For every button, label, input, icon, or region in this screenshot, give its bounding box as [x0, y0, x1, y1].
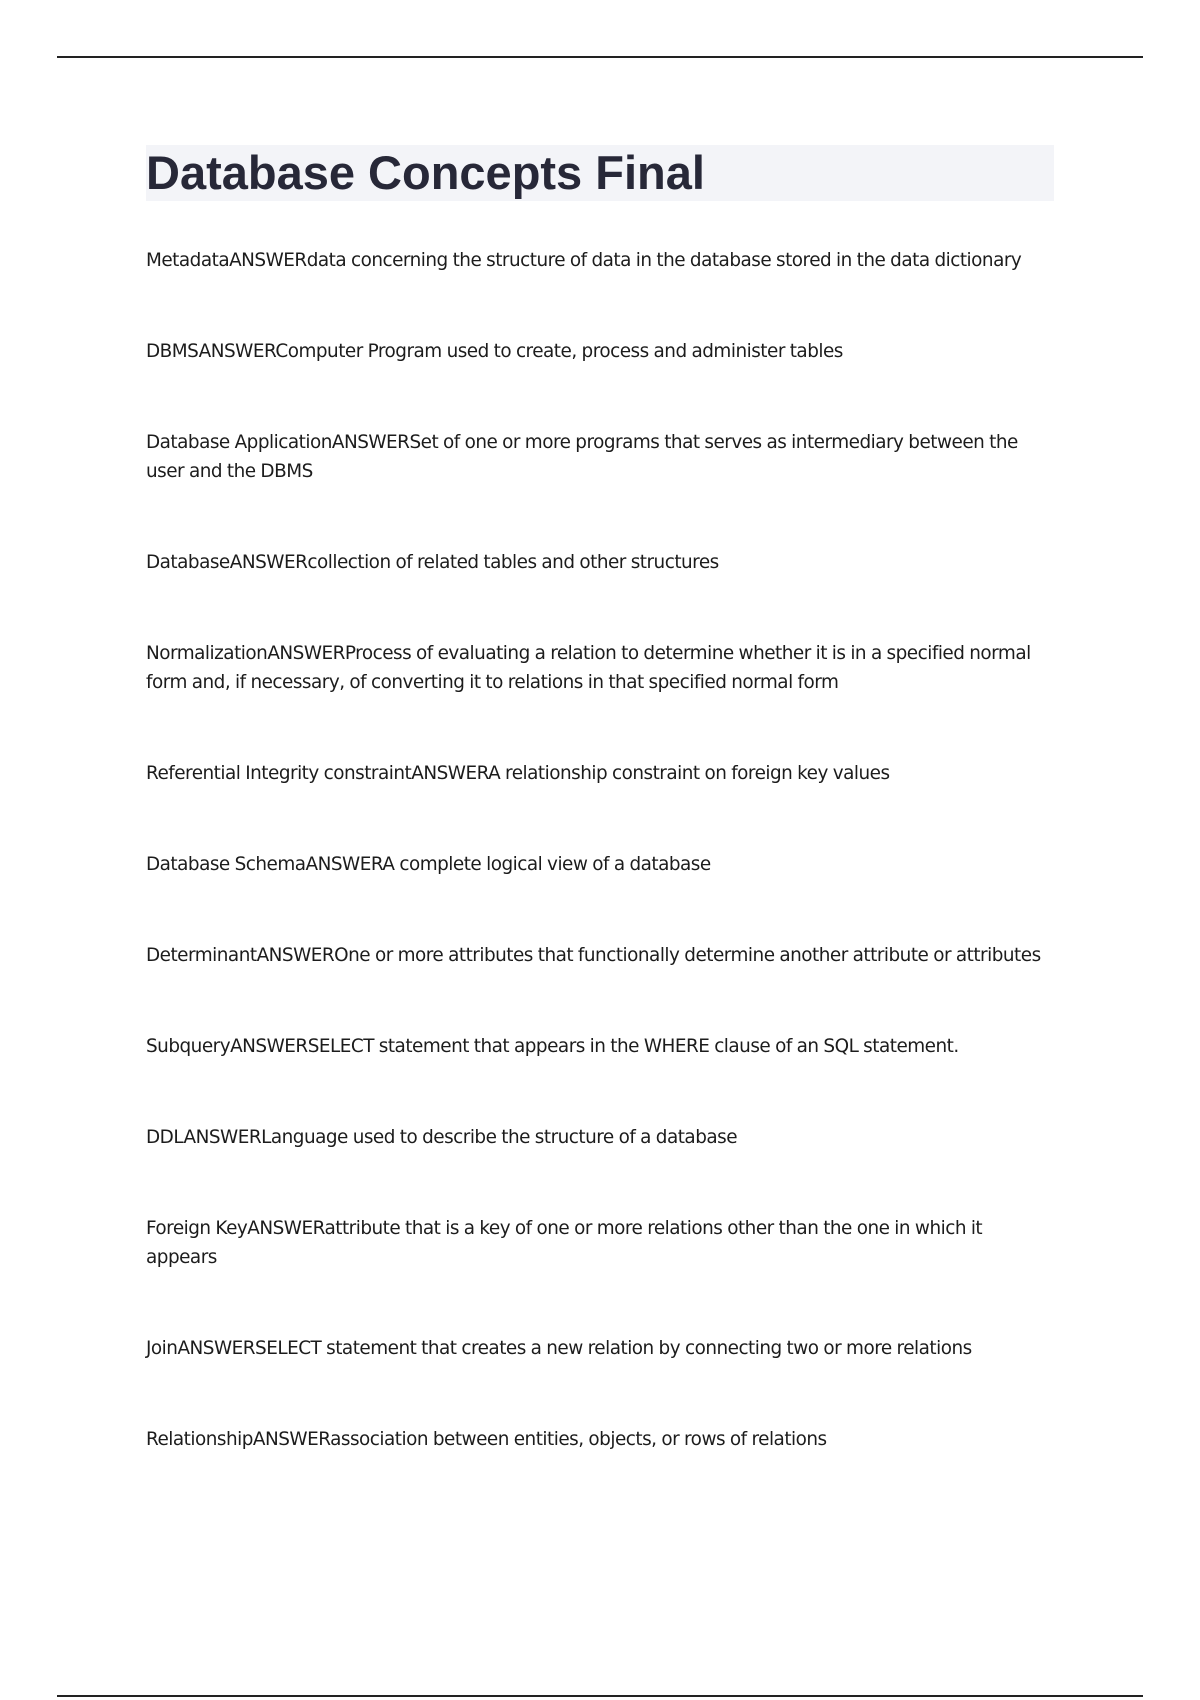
entry-term: Referential Integrity constraint: [146, 763, 412, 784]
entry-separator: ANSWER: [229, 552, 308, 573]
entry-definition: collection of related tables and other structures: [307, 552, 719, 573]
entry-term: Metadata: [146, 250, 230, 271]
entry-definition: attribute that is a key of one or more relations other than the one in which it appears: [146, 1218, 983, 1268]
entry-definition: SELECT statement that appears in the WHERE clause of an SQL statement.: [307, 1036, 959, 1057]
qa-entry-metadata: [146, 246, 1056, 275]
entry-separator: ANSWER: [256, 945, 335, 966]
entry-definition: Language used to describe the structure of a database: [261, 1127, 738, 1148]
entry-term: Database Application: [146, 432, 332, 453]
qa-entry-subquery: [146, 1032, 1056, 1061]
entry-separator: ANSWER: [229, 250, 307, 271]
qa-entry-dbms: [146, 337, 1056, 366]
entry-term: DBMS: [146, 341, 199, 362]
qa-entry-referential-integrity: [146, 759, 1056, 788]
entry-separator: ANSWER: [267, 643, 345, 664]
qa-entry-normalization: [146, 639, 1056, 697]
footer-rule: [57, 1695, 1143, 1697]
entry-term: Database Schema: [146, 854, 306, 875]
qa-entry-database-application: [146, 428, 1056, 486]
entry-definition: SELECT statement that creates a new relation by connecting two or more relations: [255, 1338, 972, 1359]
entry-term: Normalization: [146, 643, 268, 664]
entry-separator: ANSWER: [305, 854, 383, 875]
entry-definition: data concerning the structure of data in the database stored in the data dictionary: [306, 250, 1022, 271]
qa-entry-ddl: [146, 1123, 1056, 1152]
entry-definition: One or more attributes that functionally determine another attribute or attributes: [334, 945, 1041, 966]
entry-definition: Set of one or more programs that serves as intermediary between the user and the DBMS: [146, 432, 1018, 482]
entry-definition: association between entities, objects, or rows of relations: [330, 1429, 827, 1450]
qa-entry-join: [146, 1334, 1056, 1363]
title-banner: [146, 145, 1054, 201]
entry-term: Determinant: [146, 945, 257, 966]
header-rule: [57, 56, 1143, 58]
entry-separator: ANSWER: [183, 1127, 262, 1148]
qa-entry-relationship: [146, 1425, 1056, 1454]
entry-separator: ANSWER: [411, 763, 489, 784]
entry-separator: ANSWER: [331, 432, 410, 453]
entry-term: Relationship: [146, 1429, 253, 1450]
qa-list: [146, 246, 1056, 1516]
entry-term: Database: [146, 552, 230, 573]
qa-entry-determinant: [146, 941, 1056, 970]
entry-term: Join: [146, 1338, 178, 1359]
entry-definition: A relationship constraint on foreign key values: [488, 763, 890, 784]
entry-definition: A complete logical view of a database: [382, 854, 711, 875]
entry-separator: ANSWER: [247, 1218, 325, 1239]
entry-term: Foreign Key: [146, 1218, 248, 1239]
qa-entry-foreign-key: [146, 1214, 1056, 1272]
qa-entry-database: [146, 548, 1056, 577]
qa-entry-database-schema: [146, 850, 1056, 879]
entry-separator: ANSWER: [230, 1036, 308, 1057]
entry-separator: ANSWER: [198, 341, 276, 362]
page-title: Database Concepts Final: [146, 146, 705, 199]
entry-term: Subquery: [146, 1036, 231, 1057]
entry-term: DDL: [146, 1127, 184, 1148]
entry-separator: ANSWER: [177, 1338, 256, 1359]
entry-separator: ANSWER: [252, 1429, 331, 1450]
entry-definition: Computer Program used to create, process and administer tables: [275, 341, 843, 362]
entry-definition: Process of evaluating a relation to determine whether it is in a specified normal form and, if necessary, of converting it to relations in that specified normal form: [146, 643, 1031, 693]
